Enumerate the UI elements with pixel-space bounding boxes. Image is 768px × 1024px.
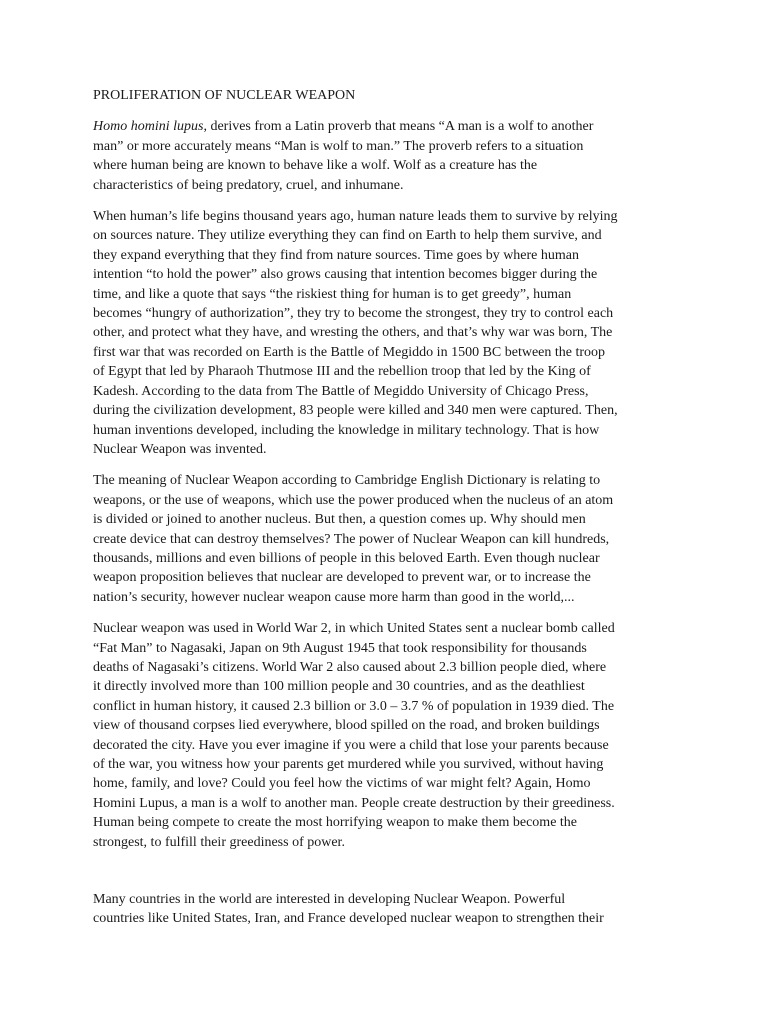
paragraph-line: intention “to hold the power” also grows causing that intention becomes bigger during the bbox=[93, 267, 598, 283]
paragraph-5 bbox=[93, 890, 698, 929]
paragraph-line: of the war, you witness how your parents get murdered while you survived, without having bbox=[93, 757, 604, 772]
paragraph-line: nation’s security, however nuclear weapon cause more harm than good in the world,... bbox=[93, 589, 575, 605]
paragraph-line: first war that was recorded on Earth is the Battle of Megiddo in 1500 BC between the troop bbox=[93, 344, 606, 360]
paragraph-line bbox=[93, 117, 698, 136]
paragraph-line: When human’s life begins thousand years ago, human nature leads them to survive by relying bbox=[93, 209, 618, 225]
paragraph-line: Nuclear Weapon was invented. bbox=[93, 441, 267, 457]
paragraph-line: characteristics of being predatory, cruel, and inhumane. bbox=[93, 177, 404, 193]
paragraph-line: create device that can destroy themselves? The power of Nuclear Weapon can kill hundreds, bbox=[93, 531, 610, 547]
paragraph-line: it directly involved more than 100 million people and 30 countries, and as the deathliest bbox=[93, 679, 585, 695]
paragraph-line: Homini Lupus, a man is a wolf to another man. People create destruction by their greediness. bbox=[93, 795, 615, 811]
paragraph-line: strongest, to fulfill their greediness of power. bbox=[93, 834, 345, 850]
paragraph-line: Human being compete to create the most horrifying weapon to make them become the bbox=[93, 815, 578, 831]
paragraph-line: during the civilization development, 83 people were killed and 340 men were captured. Then, bbox=[93, 403, 618, 419]
paragraph-line: they expand everything that they find from nature sources. Time goes by where human bbox=[93, 247, 579, 263]
paragraph-line: thousands, millions and even billions of people in this beloved Earth. Even though nuclear bbox=[93, 550, 600, 566]
paragraph-line: of Egypt that led by Pharaoh Thutmose III and the rebellion troop that led by the King of bbox=[93, 364, 591, 380]
paragraph-line: Kadesh. According to the data from The Battle of Megiddo University of Chicago Press, bbox=[93, 383, 589, 399]
document-title: PROLIFERATION OF NUCLEAR WEAPON bbox=[93, 88, 356, 103]
paragraph-line: weapons, or the use of weapons, which use the power produced when the nucleus of an atom bbox=[93, 492, 614, 508]
paragraph-line: conflict in human history, it caused 2.3 billion or 3.0 – 3.7 % of population in 1939 died. The bbox=[93, 698, 615, 714]
paragraph-1 bbox=[93, 117, 698, 195]
paragraph-line: decorated the city. Have you ever imagine if you were a child that lose your parents because bbox=[93, 737, 609, 753]
paragraph-line: “Fat Man” to Nagasaki, Japan on 9th August 1945 that took responsibility for thousands bbox=[93, 640, 587, 656]
latin-phrase: Homo homini lupus bbox=[93, 119, 204, 135]
paragraph-line: Nuclear weapon was used in World War 2, in which United States sent a nuclear bomb called bbox=[93, 621, 615, 637]
paragraph-line: other, and protect what they have, and wresting the others, and that’s why war was born, The bbox=[93, 325, 613, 341]
paragraph-line: weapon proposition believes that nuclear are developed to prevent war, or to increase the bbox=[93, 570, 591, 586]
paragraph-4 bbox=[93, 619, 698, 852]
paragraph-3 bbox=[93, 471, 698, 607]
line-text: , derives from a Latin proverb that means “A man is a wolf to another bbox=[203, 119, 594, 135]
paragraph-line: view of thousand corpses lied everywhere, blood spilled on the road, and broken buildings bbox=[93, 718, 600, 734]
paragraph-2 bbox=[93, 207, 698, 459]
paragraph-line: countries like United States, Iran, and France developed nuclear weapon to strengthen their bbox=[93, 911, 604, 927]
paragraph-line: The meaning of Nuclear Weapon according to Cambridge English Dictionary is relating to bbox=[93, 473, 601, 489]
paragraph-line: Many countries in the world are interested in developing Nuclear Weapon. Powerful bbox=[93, 892, 566, 908]
paragraph-line: home, family, and love? Could you feel how the victims of war might felt? Again, Homo bbox=[93, 776, 591, 792]
paragraph-line: becomes “hungry of authorization”, they try to become the strongest, they try to control each bbox=[93, 306, 614, 322]
paragraph-line: human inventions developed, including the knowledge in military technology. That is how bbox=[93, 422, 600, 438]
paragraph-line: where human being are known to behave like a wolf. Wolf as a creature has the bbox=[93, 158, 538, 174]
paragraph-line: is divided or joined to another nucleus. But then, a question comes up. Why should men bbox=[93, 512, 586, 528]
paragraph-line: man” or more accurately means “Man is wolf to man.” The proverb refers to a situation bbox=[93, 138, 584, 154]
paragraph-line: time, and like a quote that says “the riskiest thing for human is to get greedy”, human bbox=[93, 286, 572, 302]
paragraph-line: deaths of Nagasaki’s citizens. World War 2 also caused about 2.3 billion people died, where bbox=[93, 659, 607, 675]
paragraph-line: on sources nature. They utilize everything they can find on Earth to help them survive, and bbox=[93, 228, 602, 244]
